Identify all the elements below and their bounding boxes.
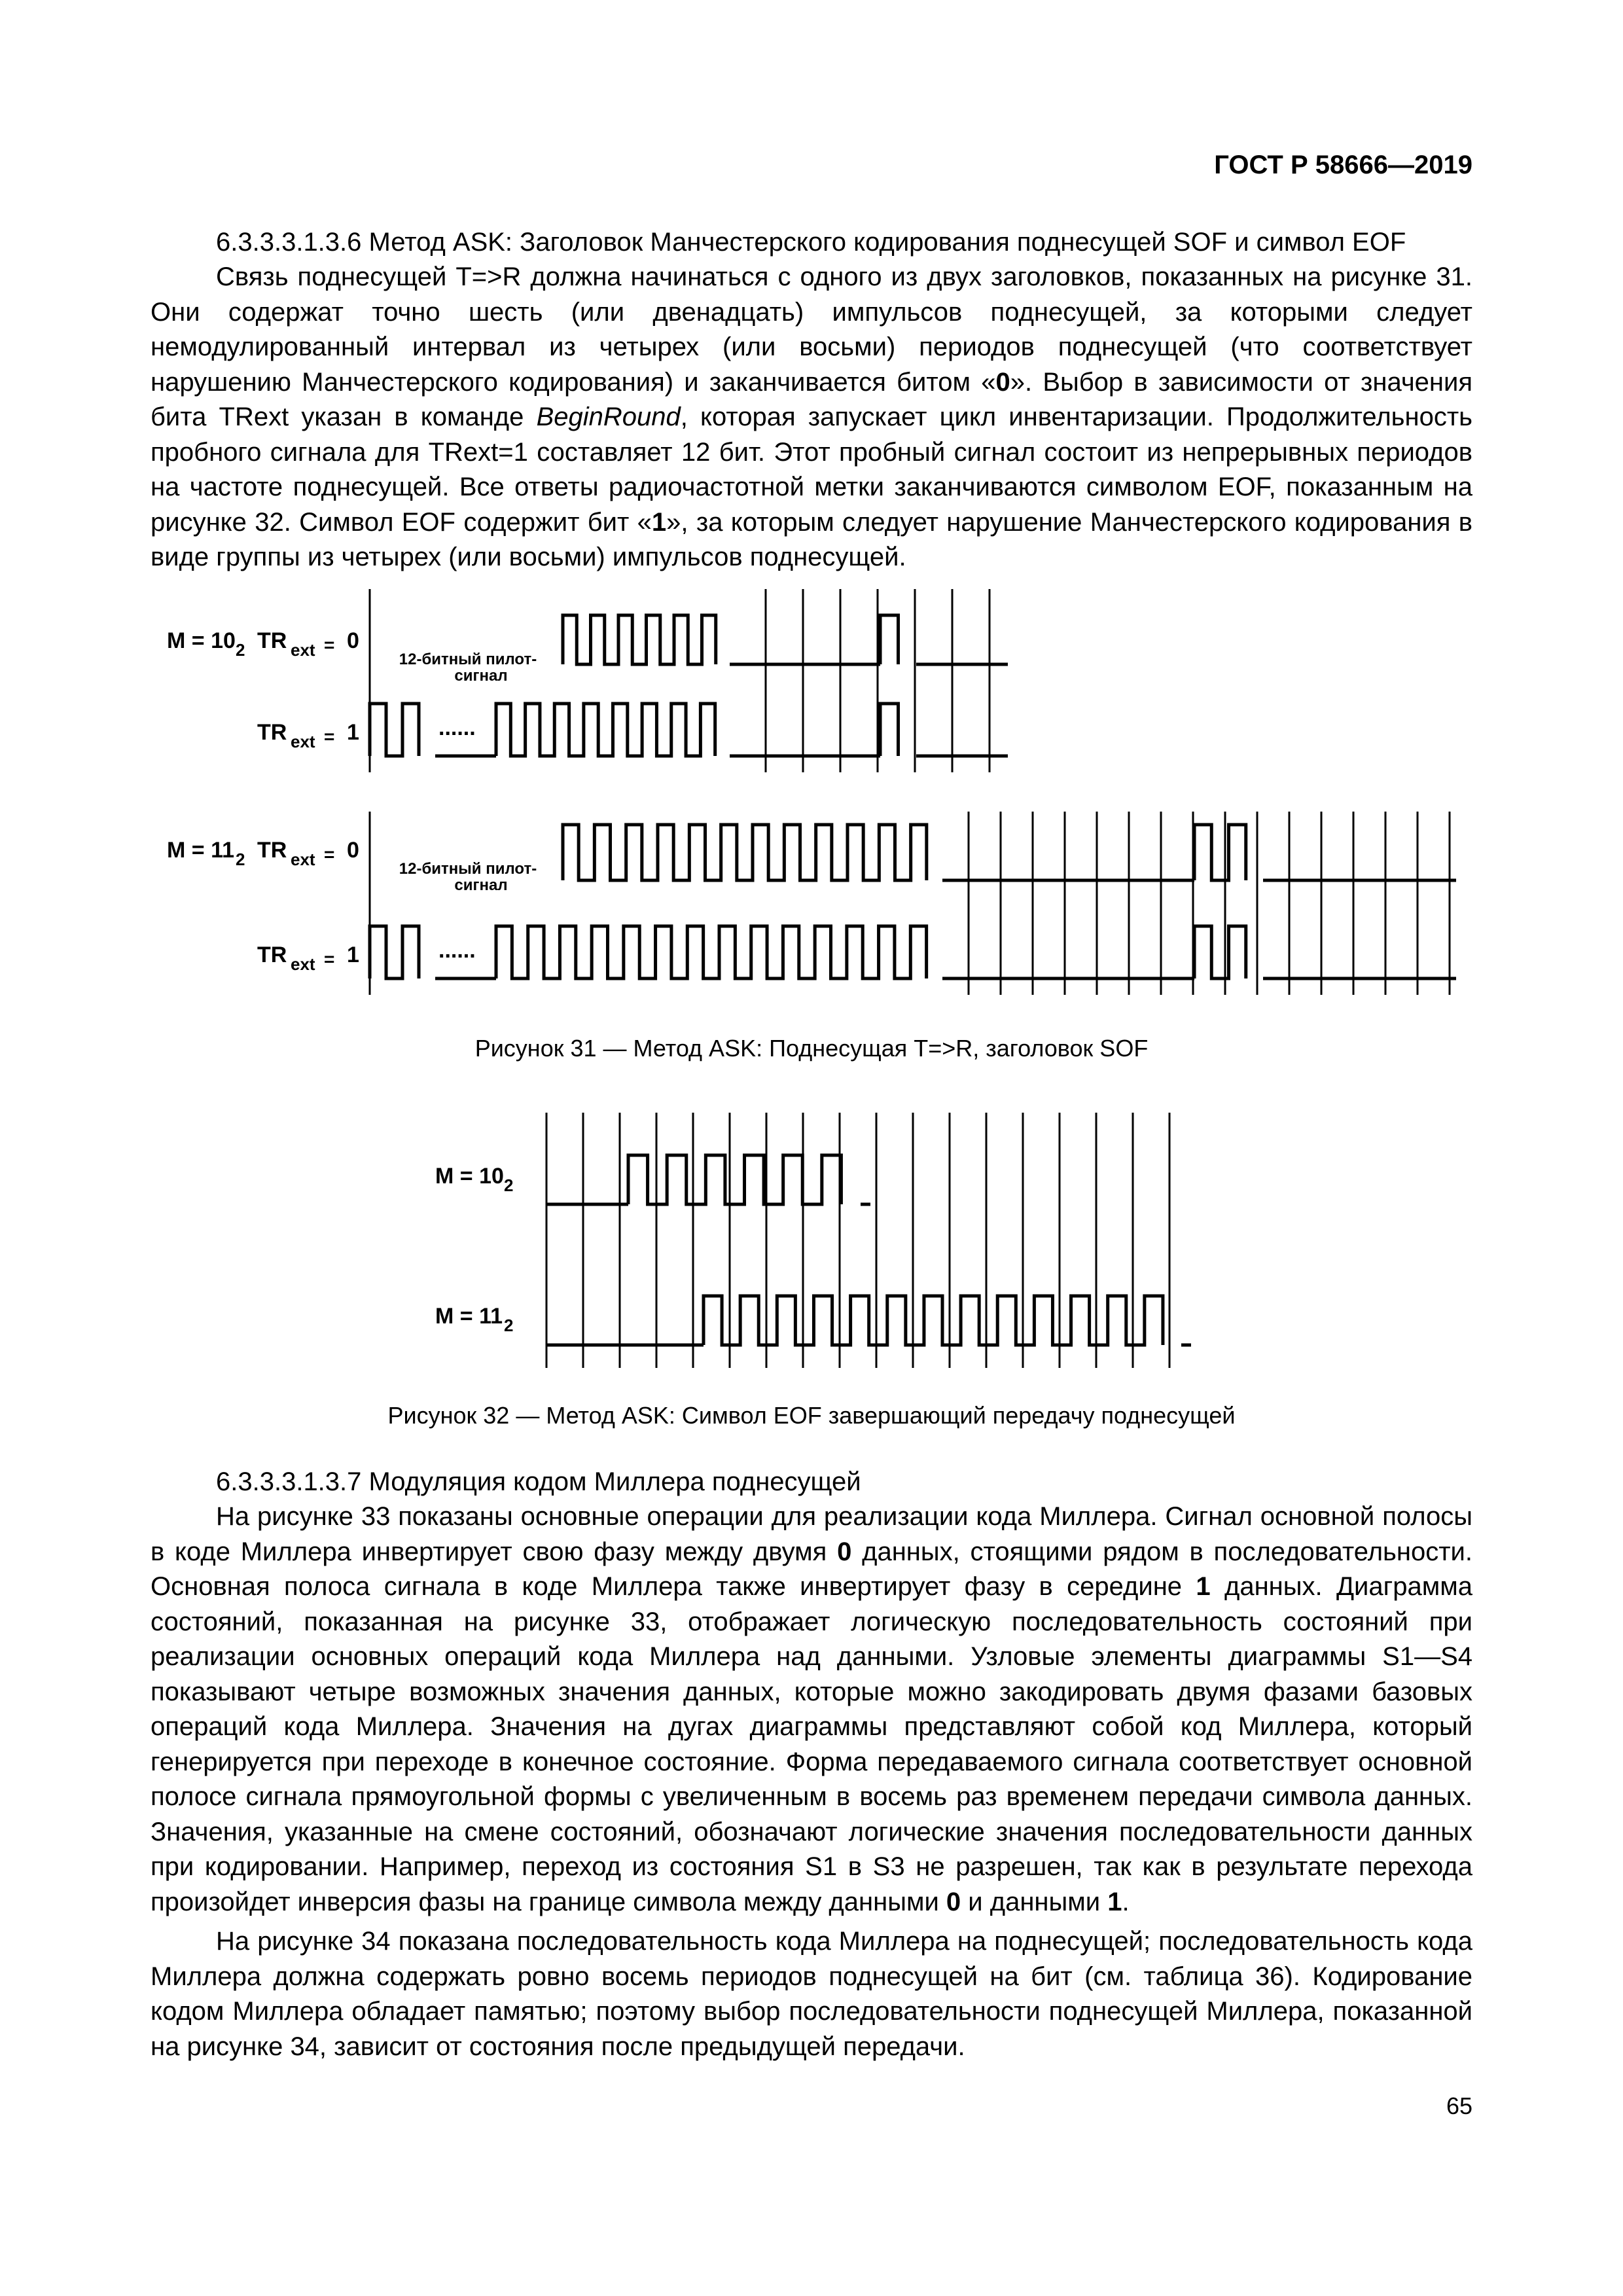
svg-text:TR: TR	[257, 942, 287, 967]
svg-text:0: 0	[347, 628, 359, 653]
svg-text:M = 10: M = 10	[167, 628, 236, 653]
row-label-m11-tr1	[257, 942, 359, 974]
svg-text:=: =	[324, 949, 335, 969]
row-label-m11-tr0	[167, 838, 359, 869]
pilot-dots-a: ......	[438, 715, 476, 740]
paragraph-miller-2: На рисунке 34 показана последовательность кода Миллера на поднесущей; последовательность кода Миллера должна содержать ровно восемь периодов поднесущей на бит (см. таблица 36). Кодирование кодом Миллера обладает памятью; поэтому выбор последовательности поднесущей Миллера, показанной на рисунке 34, зависит от состояния после предыдущей передачи.	[151, 1927, 1472, 2061]
figure-32-caption: Рисунок 32 — Метод ASK: Символ EOF завершающий передачу поднесущей	[387, 1402, 1236, 1429]
paragraph-miller-1: На рисунке 33 показаны основные операции для реализации кода Миллера. Сигнал основной полосы в коде Миллера инвертирует свою фазу между двумя 0 данных, стоящими рядом в последовательности. Основная полоса сигнала в коде Миллера также инвертирует фазу в середине 1 данных. Диаграмма состояний, показанная на рисунке 33, отображает логическую последовательность состояний при реализации основных операций кода Миллера над данными. Узловые элементы диаграммы S1—S4 показывают четыре возможных значения данных, которые можно закодировать двумя фазами базовых операций кода Миллера. Значения на дугах диаграммы представляют собой код Миллера, который генерируется при переходе в конечное состояние. Форма передаваемого сигнала соответствует основной полосе сигнала прямоугольной формы с увеличенным в восемь раз временем передачи символа данных. Значения, указанные на смене состояний, обозначают логические значения последовательности данных при кодировании. Например, переход из состояния S1 в S3 не разрешен, так как в результате перехода произойдет инверсия фазы на границе символа между данными 0 и данными 1.	[151, 1502, 1472, 1916]
figure-32-diagram	[0, 1106, 1623, 1381]
svg-text:=: =	[324, 635, 335, 655]
pilot-label-b	[399, 860, 537, 894]
svg-text:TR: TR	[257, 720, 287, 745]
svg-text:ext: ext	[291, 640, 315, 660]
svg-text:ext: ext	[291, 850, 315, 869]
svg-text:сигнал: сигнал	[454, 667, 508, 685]
svg-text:M = 11: M = 11	[435, 1304, 503, 1329]
svg-text:2: 2	[504, 1316, 514, 1335]
eof-wave-m10	[546, 1155, 870, 1204]
svg-text:2: 2	[236, 850, 245, 869]
svg-text:TR: TR	[257, 838, 287, 863]
figure-31-caption: Рисунок 31 — Метод ASK: Поднесущая T=>R, заголовок SOF	[474, 1035, 1149, 1062]
eof-wave-m11	[546, 1296, 1191, 1345]
svg-text:1: 1	[347, 720, 359, 745]
figure-32-bit-boundaries	[546, 1113, 1169, 1368]
svg-text:=: =	[324, 726, 335, 747]
wave-m10-tr0	[563, 615, 1008, 664]
wave-m11-tr1	[370, 926, 1456, 978]
svg-text:сигнал: сигнал	[454, 876, 508, 894]
svg-text:2: 2	[236, 640, 245, 660]
svg-text:M = 11: M = 11	[167, 838, 235, 863]
svg-text:ext: ext	[291, 954, 315, 974]
svg-text:12-битный пилот-: 12-битный пилот-	[399, 651, 537, 668]
svg-text:2: 2	[504, 1175, 514, 1195]
svg-text:12-битный пилот-: 12-битный пилот-	[399, 860, 537, 878]
svg-text:ext: ext	[291, 732, 315, 751]
eof-label-m10	[435, 1164, 513, 1195]
svg-text:0: 0	[347, 838, 359, 863]
pilot-label-a	[399, 651, 537, 685]
svg-text:TR: TR	[257, 628, 287, 653]
pilot-dots-b: ......	[438, 938, 476, 963]
figure-32-waveforms	[546, 1155, 1191, 1345]
document-id: ГОСТ Р 58666—2019	[1214, 151, 1472, 179]
eof-label-m11	[435, 1304, 513, 1335]
paragraph-sof: Связь поднесущей T=>R должна начинаться с одного из двух заголовков, показанных на рисунке 31. Они содержат точно шесть (или двенадцать) импульсов поднесущей, за которыми следует немодулированный интервал из четырех (или восьми) периодов поднесущей (что соответствует нарушению Манчестерского кодирования) и заканчивается битом «0». Выбор в зависимости от значения бита TRext указан в команде BeginRound, которая запускает цикл инвентаризации. Продолжительность пробного сигнала для TRext=1 составляет 12 бит. Этот пробный сигнал состоит из непрерывных периодов на частоте поднесущей. Все ответы радиочастотной метки заканчиваются символом EOF, показанным на рисунке 32. Символ EOF содержит бит «1», за которым следует нарушение Манчестерского кодирования в виде группы из четырех (или восьми) импульсов поднесущей.	[151, 262, 1473, 571]
figure-31-waveforms	[370, 615, 1456, 978]
figure-31-diagram	[0, 583, 1623, 1014]
row-label-m10-tr1	[257, 720, 359, 751]
section-heading-sof: 6.3.3.3.1.3.6 Метод ASK: Заголовок Манчестерского кодирования поднесущей SOF и символ EOF	[216, 228, 1406, 257]
row-label-m10-tr0	[167, 628, 359, 660]
section-heading-miller: 6.3.3.3.1.3.7 Модуляция кодом Миллера поднесущей	[216, 1467, 861, 1496]
page-number: 65	[1446, 2092, 1472, 2119]
svg-text:1: 1	[347, 942, 359, 967]
svg-text:=: =	[324, 844, 335, 865]
svg-text:M = 10: M = 10	[435, 1164, 504, 1189]
